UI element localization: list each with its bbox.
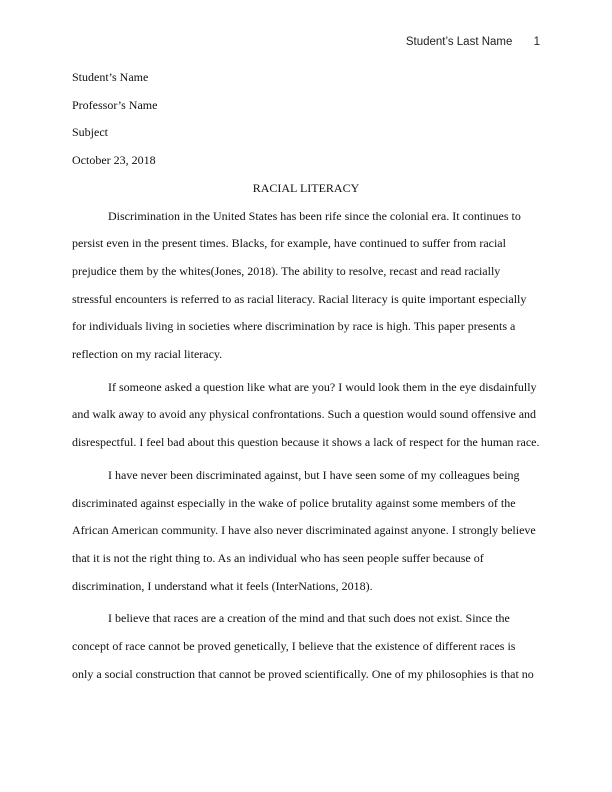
date: October 23, 2018 bbox=[72, 153, 156, 168]
paragraph-line: discrimination, I understand what it feels (InterNations, 2018). bbox=[72, 578, 373, 593]
paragraph-line: reflection on my racial literacy. bbox=[72, 347, 223, 362]
paragraph-line: discriminated against especially in the wake of police brutality against some members of the bbox=[72, 495, 516, 510]
paragraph-3 bbox=[72, 462, 540, 601]
paragraph-line: Discrimination in the United States has been rife since the colonial era. It continues to bbox=[108, 208, 521, 223]
paragraph-1 bbox=[72, 203, 540, 369]
subject: Subject bbox=[72, 125, 108, 140]
paragraph-2 bbox=[72, 374, 540, 457]
paragraph-line: African American community. I have also never discriminated against anyone. I strongly believe bbox=[72, 523, 536, 538]
paragraph-line: and walk away to avoid any physical confrontations. Such a question would sound offensive and bbox=[72, 407, 537, 422]
paragraph-line: disrespectful. I feel bad about this question because it shows a lack of respect for the human race. bbox=[72, 435, 540, 450]
paragraph-line: persist even in the present times. Blacks, for example, have continued to suffer from racial bbox=[72, 236, 506, 251]
paragraph-line: for individuals living in societies where discrimination by race is high. This paper presents a bbox=[72, 319, 516, 334]
document-body bbox=[72, 64, 540, 688]
paragraph-line: stressful encounters is referred to as racial literacy. Racial literacy is quite important especially bbox=[72, 291, 527, 306]
paragraph-line: only a social construction that cannot be proved scientifically. One of my philosophies is that no bbox=[72, 666, 534, 681]
running-head bbox=[406, 36, 540, 48]
professor-name: Professor’s Name bbox=[72, 97, 158, 112]
paragraph-4 bbox=[72, 605, 540, 688]
student-name: Student’s Name bbox=[72, 70, 149, 84]
paragraph-line: If someone asked a question like what are you? I would look them in the eye disdainfully bbox=[108, 379, 537, 394]
paragraph-line: that it is not the right thing to. As an individual who has seen people suffer because of bbox=[72, 550, 484, 565]
paragraph-line: prejudice them by the whites(Jones, 2018). The ability to resolve, recast and read racially bbox=[72, 263, 501, 278]
page-number: 1 bbox=[533, 36, 540, 48]
paragraph-line: I have never been discriminated against, but I have seen some of my colleagues being bbox=[108, 467, 520, 482]
paragraph-line: I believe that races are a creation of the mind and that such does not exist. Since the bbox=[108, 611, 510, 626]
paragraph-line: concept of race cannot be proved genetically, I believe that the existence of different races is bbox=[72, 639, 516, 654]
running-head-last-name: Student’s Last Name bbox=[405, 36, 513, 48]
essay-title: RACIAL LITERACY bbox=[252, 180, 360, 195]
